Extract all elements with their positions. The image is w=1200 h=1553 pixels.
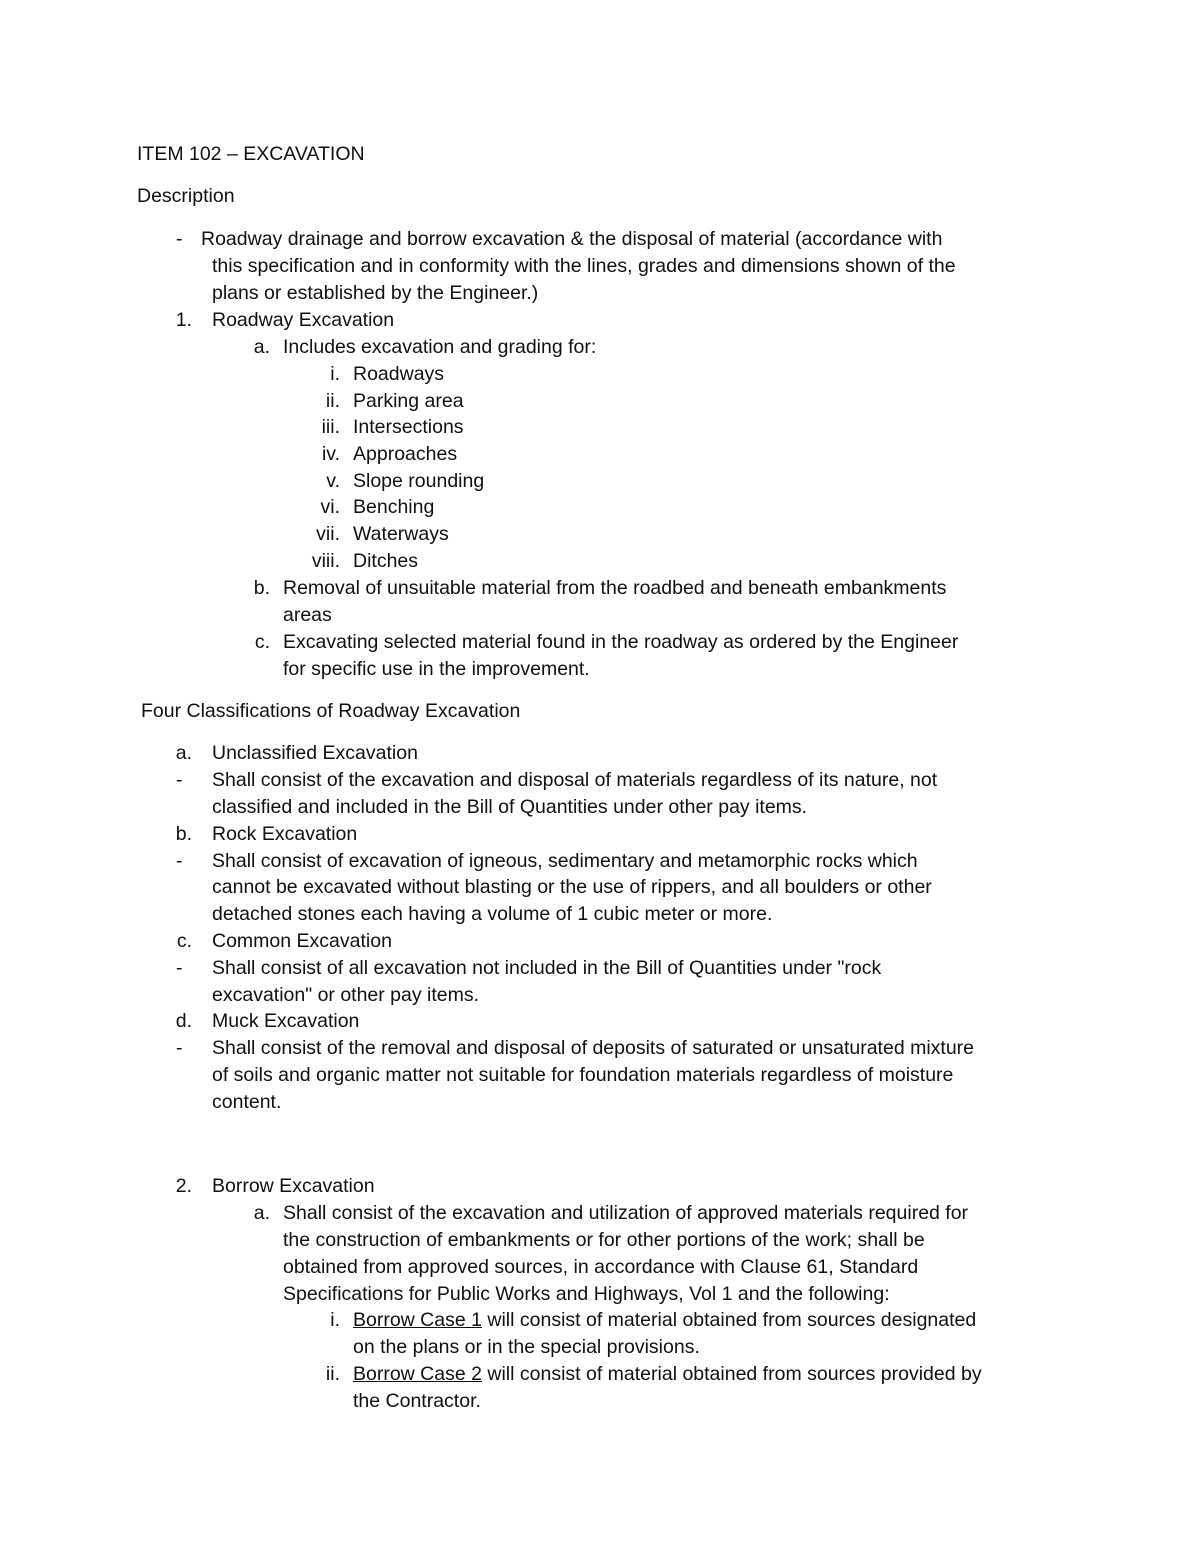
list-item: Waterways bbox=[353, 523, 449, 545]
list-marker: v. bbox=[326, 470, 340, 492]
class-marker: a. bbox=[175, 742, 192, 764]
list-marker: viii. bbox=[311, 550, 340, 572]
roadway-c-line: Excavating selected material found in the roadway as ordered by the Engineer bbox=[283, 631, 959, 653]
case-marker: ii. bbox=[325, 1363, 340, 1385]
list-marker: iii. bbox=[321, 416, 340, 438]
borrow-number: 2. bbox=[175, 1175, 192, 1197]
list-item: Slope rounding bbox=[353, 470, 485, 492]
class-line: content. bbox=[212, 1091, 282, 1113]
class-label: Unclassified Excavation bbox=[212, 742, 418, 764]
roadway-b-line: areas bbox=[283, 604, 332, 626]
intro-line: this specification and in conformity with the lines, grades and dimensions shown of the bbox=[212, 255, 956, 277]
classifications-heading: Four Classifications of Roadway Excavation bbox=[141, 700, 521, 722]
borrow-a-line: the construction of embankments or for other portions of the work; shall be bbox=[283, 1229, 925, 1251]
list-marker: iv. bbox=[321, 443, 340, 465]
class-line: Shall consist of excavation of igneous, sedimentary and metamorphic rocks which bbox=[212, 850, 918, 872]
list-marker: i. bbox=[330, 363, 340, 385]
case-line: the Contractor. bbox=[353, 1390, 481, 1412]
roadway-a-text: Includes excavation and grading for: bbox=[283, 336, 597, 358]
case-term: Borrow Case 1 bbox=[353, 1309, 482, 1331]
class-label: Muck Excavation bbox=[212, 1010, 360, 1032]
class-line: excavation" or other pay items. bbox=[212, 984, 480, 1006]
class-line: classified and included in the Bill of Quantities under other pay items. bbox=[212, 796, 808, 818]
list-item: Parking area bbox=[353, 390, 464, 412]
intro-line: plans or established by the Engineer.) bbox=[212, 282, 539, 304]
document-title: ITEM 102 – EXCAVATION bbox=[137, 143, 365, 165]
roadway-a-marker: a. bbox=[253, 336, 270, 358]
roadway-c-line: for specific use in the improvement. bbox=[283, 658, 590, 680]
class-label: Rock Excavation bbox=[212, 823, 358, 845]
roadway-b-line: Removal of unsuitable material from the roadbed and beneath embankments bbox=[283, 577, 947, 599]
roadway-number: 1. bbox=[175, 309, 192, 331]
case-text: will consist of material obtained from sources designated bbox=[481, 1309, 977, 1331]
class-dash: - bbox=[176, 1037, 183, 1059]
case-line: on the plans or in the special provisions. bbox=[353, 1336, 700, 1358]
borrow-a-line: obtained from approved sources, in accordance with Clause 61, Standard bbox=[283, 1256, 919, 1278]
class-line: cannot be excavated without blasting or the use of rippers, and all boulders or other bbox=[212, 876, 932, 898]
class-line: Shall consist of the excavation and disposal of materials regardless of its nature, not bbox=[212, 769, 938, 791]
class-line: of soils and organic matter not suitable for foundation materials regardless of moisture bbox=[212, 1064, 954, 1086]
borrow-a-line: Specifications for Public Works and Highways, Vol 1 and the following: bbox=[283, 1283, 890, 1305]
list-marker: vii. bbox=[316, 523, 340, 545]
class-marker: b. bbox=[175, 823, 192, 845]
case-text: will consist of material obtained from sources provided by bbox=[481, 1363, 982, 1385]
list-item: Intersections bbox=[353, 416, 464, 438]
borrow-a-line: Shall consist of the excavation and utilization of approved materials required for bbox=[283, 1202, 969, 1224]
intro-line: Roadway drainage and borrow excavation & the disposal of material (accordance with bbox=[201, 228, 943, 250]
class-label: Common Excavation bbox=[212, 930, 392, 952]
case-marker: i. bbox=[330, 1309, 340, 1331]
roadway-c-marker: c. bbox=[254, 631, 270, 653]
list-item: Benching bbox=[353, 496, 435, 518]
case-term: Borrow Case 2 bbox=[353, 1363, 482, 1385]
list-item: Ditches bbox=[353, 550, 419, 572]
intro-dash: - bbox=[176, 228, 183, 250]
list-marker: ii. bbox=[325, 390, 340, 412]
roadway-label: Roadway Excavation bbox=[212, 309, 395, 331]
class-marker: c. bbox=[176, 930, 192, 952]
list-item: Roadways bbox=[353, 363, 445, 385]
roadway-b-marker: b. bbox=[253, 577, 270, 599]
class-line: Shall consist of the removal and disposal of deposits of saturated or unsaturated mixture bbox=[212, 1037, 975, 1059]
list-marker: vi. bbox=[320, 496, 340, 518]
description-heading: Description bbox=[137, 185, 235, 207]
class-line: Shall consist of all excavation not included in the Bill of Quantities under "rock bbox=[212, 957, 882, 979]
class-line: detached stones each having a volume of 1 cubic meter or more. bbox=[212, 903, 773, 925]
class-marker: d. bbox=[175, 1010, 192, 1032]
class-dash: - bbox=[176, 769, 183, 791]
borrow-a-marker: a. bbox=[253, 1202, 270, 1224]
borrow-label: Borrow Excavation bbox=[212, 1175, 375, 1197]
class-dash: - bbox=[176, 850, 183, 872]
class-dash: - bbox=[176, 957, 183, 979]
case-line bbox=[353, 1307, 976, 1334]
case-line bbox=[353, 1361, 982, 1388]
list-item: Approaches bbox=[353, 443, 458, 465]
